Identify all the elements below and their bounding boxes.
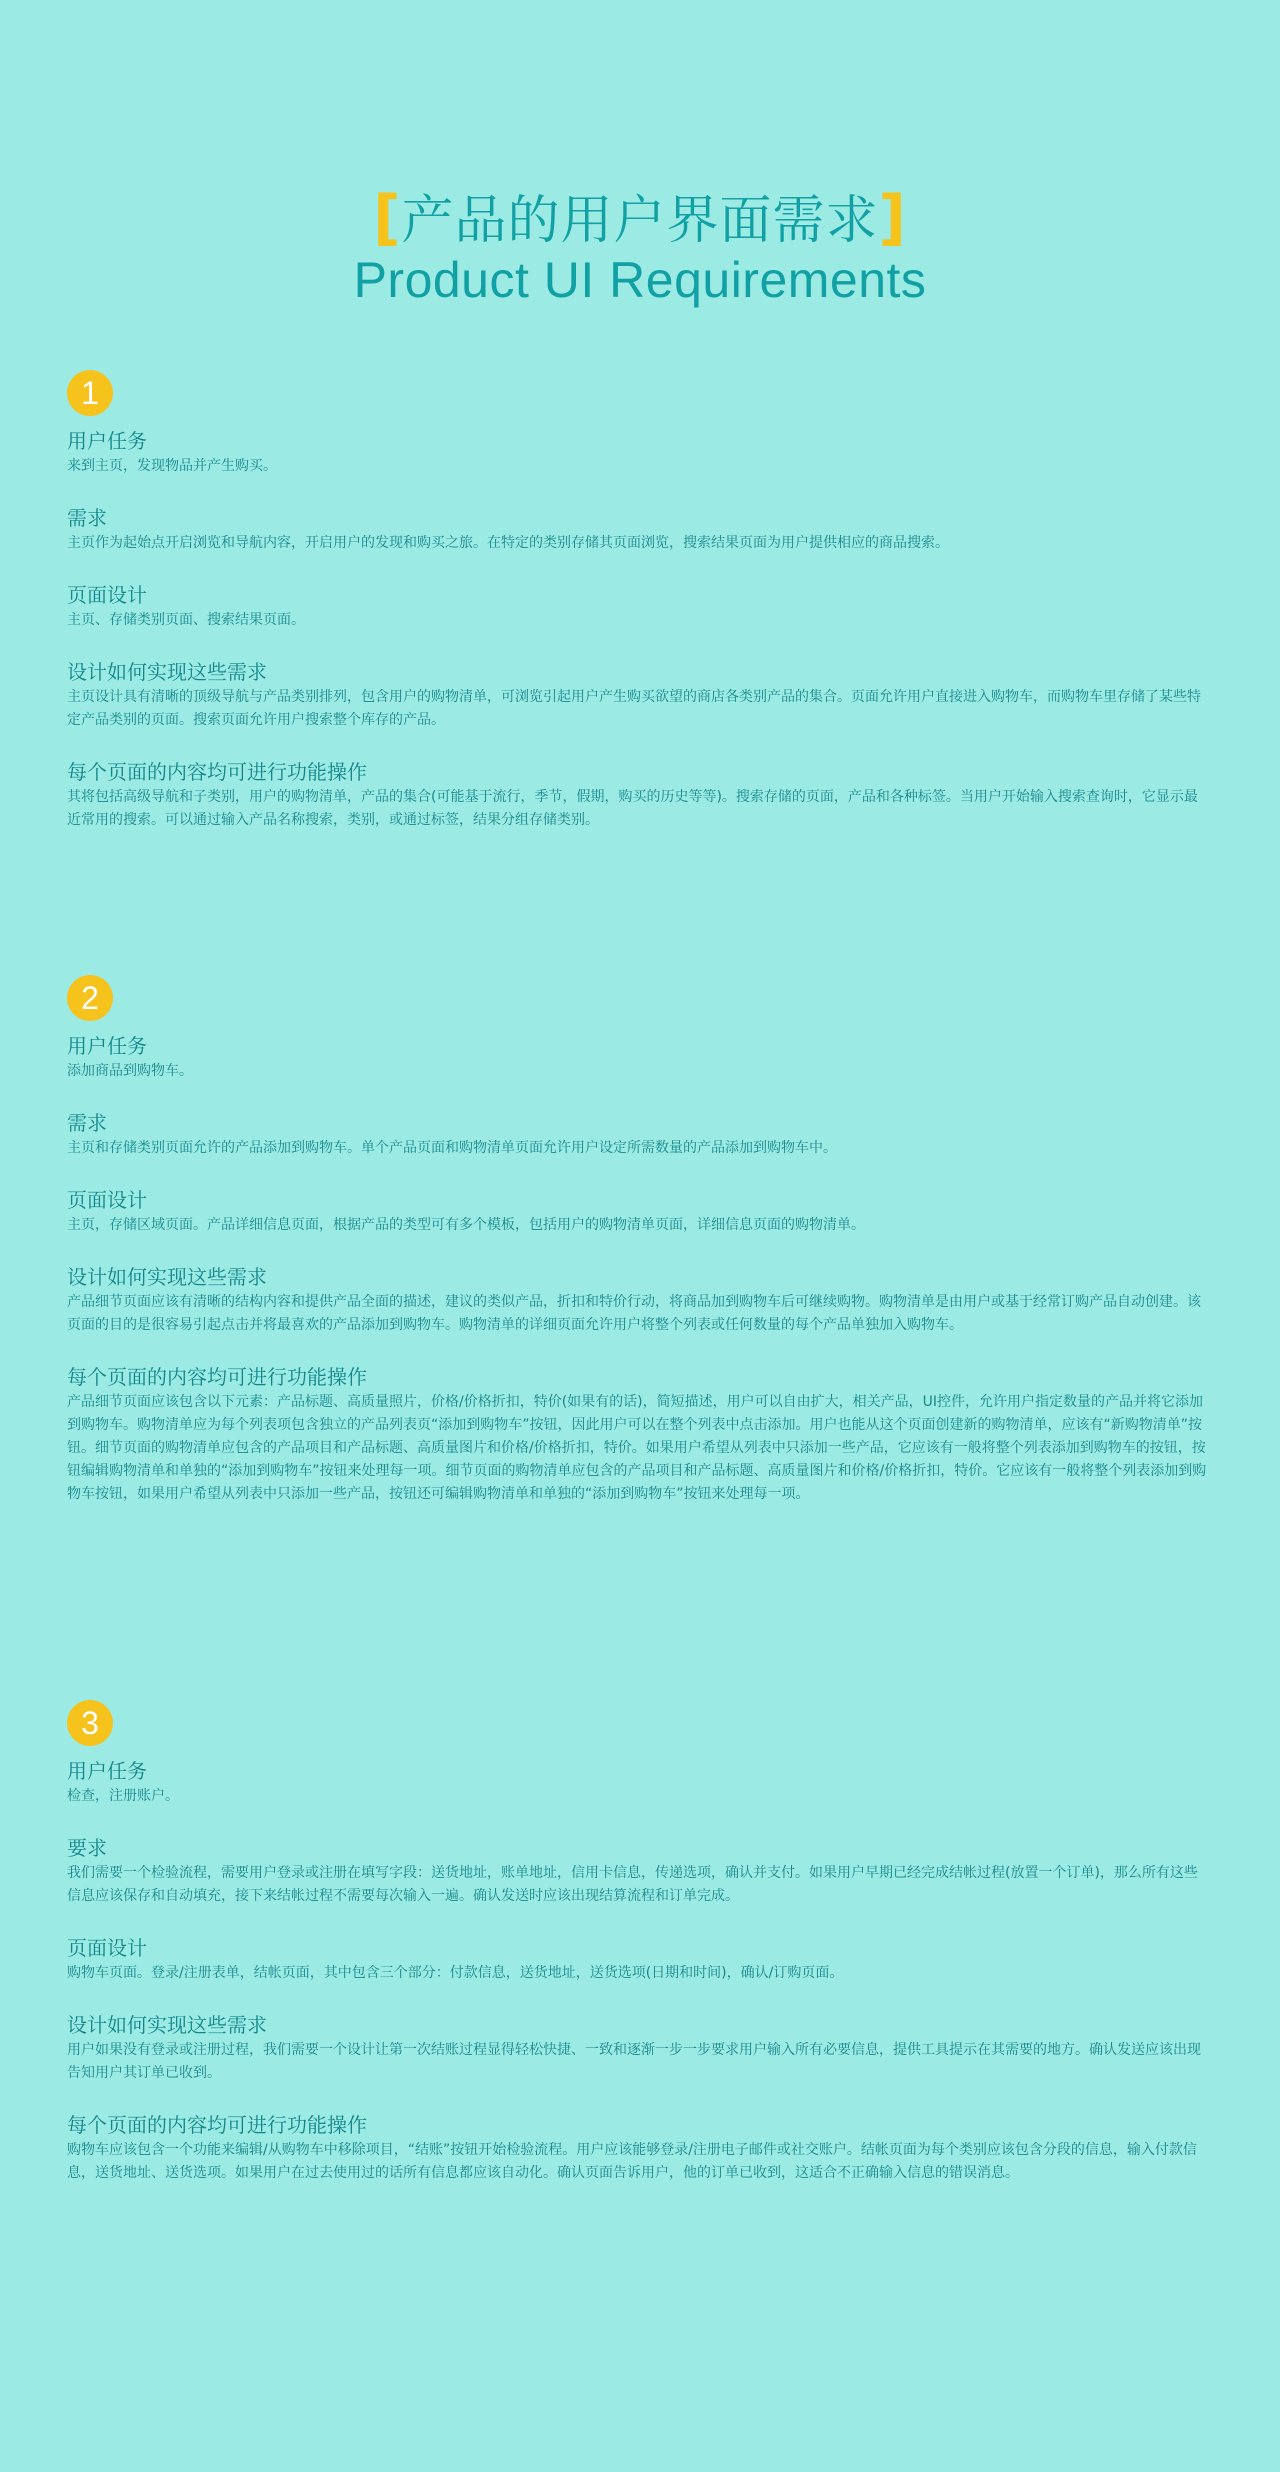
page-functions-block xyxy=(67,2111,1210,2185)
block-title: 用户任务 xyxy=(67,429,147,453)
page-title-english: Product UI Requirements xyxy=(353,252,927,308)
requirement-section-3 xyxy=(67,1700,1210,2211)
block-body: 其将包括高级导航和子类别，用户的购物清单，产品的集合(可能基于流行，季节，假期，购买的历史等等)。搜索存储的页面，产品和各种标签。当用户开始输入搜索查询时，它显示最近常用的搜索。可以通过输入产品名称搜索，类别，或通过标签，结果分组存储类别。 xyxy=(67,789,1198,828)
block-body: 检查，注册账户。 xyxy=(67,1788,179,1804)
block-title: 页面设计 xyxy=(67,583,147,607)
requirement-section-2 xyxy=(67,975,1210,1532)
page-functions-block xyxy=(67,758,1210,832)
design-approach-block xyxy=(67,658,1210,732)
block-body: 我们需要一个检验流程，需要用户登录或注册在填写字段：送货地址，账单地址，信用卡信息，传递选项，确认并支付。如果用户早期已经完成结帐过程(放置一个订单)，那么所有这些信息应该保存和自动填充，接下来结帐过程不需要每次输入一遍。确认发送时应该出现结算流程和订单完成。 xyxy=(67,1865,1198,1904)
block-body: 产品细节页面应该包含以下元素：产品标题、高质量照片，价格/价格折扣，特价(如果有的话)，简短描述，用户可以自由扩大，相关产品，UI控件，允许用户指定数量的产品并将它添加到购物车。购物清单应为每个列表项包含独立的产品列表页“添加到购物车”按钮，因此用户可以在整个列表中点击添加。用户也能从这个页面创建新的购物清单，应该有“新购物清单”按钮。细节页面的购物清单应包含的产品项目和产品标题、高质量图片和价格/价格折扣，特价。如果用户希望从列表中只添加一些产品，它应该有一般将整个列表添加到购物车的按钮，按钮编辑购物清单和单独的“添加到购物车”按钮来处理每一项。细节页面的购物清单应包含的产品项目和产品标题、高质量图片和价格/价格折扣，特价。它应该有一般将整个列表添加到购物车按钮，如果用户希望从列表中只添加一些产品，按钮还可编辑购物清单和单独的“添加到购物车”按钮来处理每一项。 xyxy=(67,1394,1207,1502)
block-body: 购物车应该包含一个功能来编辑/从购物车中移除项目，“结账”按钮开始检验流程。用户应该能够登录/注册电子邮件或社交账户。结帐页面为每个类别应该包含分段的信息，输入付款信息，送货地址、送货选项。如果用户在过去使用过的话所有信息都应该自动化。确认页面告诉用户，他的订单已收到，这适合不正确输入信息的错误消息。 xyxy=(67,2142,1197,2181)
block-title: 用户任务 xyxy=(67,1759,147,1783)
block-body: 主页、存储类别页面、搜索结果页面。 xyxy=(67,612,305,628)
block-title: 设计如何实现这些需求 xyxy=(67,2013,267,2037)
design-approach-block xyxy=(67,2011,1210,2085)
block-title: 设计如何实现这些需求 xyxy=(67,1265,267,1289)
block-body: 主页作为起始点开启浏览和导航内容，开启用户的发现和购买之旅。在特定的类别存储其页面浏览，搜索结果页面为用户提供相应的商品搜索。 xyxy=(67,535,949,551)
bracket-left: [ xyxy=(373,183,402,253)
user-task-block xyxy=(67,1757,1210,1808)
section-number-badge: 3 xyxy=(67,1700,113,1746)
page-design-block xyxy=(67,1934,1210,1985)
requirement-block xyxy=(67,1834,1210,1908)
block-body: 产品细节页面应该有清晰的结构内容和提供产品全面的描述，建议的类似产品，折扣和特价行动，将商品加到购物车后可继续购物。购物清单是由用户或基于经常订购产品自动创建。该页面的目的是很容易引起点击并将最喜欢的产品添加到购物车。购物清单的详细页面允许用户将整个列表或任何数量的每个产品单独加入购物车。 xyxy=(67,1294,1201,1333)
block-title: 页面设计 xyxy=(67,1188,147,1212)
block-body: 购物车页面。登录/注册表单，结帐页面，其中包含三个部分：付款信息，送货地址，送货选项(日期和时间)，确认/订购页面。 xyxy=(67,1965,844,1981)
section-number-badge: 2 xyxy=(67,975,113,1021)
block-title: 设计如何实现这些需求 xyxy=(67,660,267,684)
user-task-block xyxy=(67,1032,1210,1083)
bracket-right: ] xyxy=(878,183,907,253)
requirement-block xyxy=(67,504,1210,555)
page-header xyxy=(0,183,1280,308)
block-title: 每个页面的内容均可进行功能操作 xyxy=(67,1365,367,1389)
user-task-block xyxy=(67,427,1210,478)
block-body: 用户如果没有登录或注册过程，我们需要一个设计让第一次结账过程显得轻松快捷、一致和逐渐一步一步要求用户输入所有必要信息，提供工具提示在其需要的地方。确认发送应该出现告知用户其订单已收到。 xyxy=(67,2042,1201,2081)
requirement-section-1 xyxy=(67,370,1210,858)
block-title: 用户任务 xyxy=(67,1034,147,1058)
design-approach-block xyxy=(67,1263,1210,1337)
block-body: 主页设计具有清晰的顶级导航与产品类别排列，包含用户的购物清单，可浏览引起用户产生购买欲望的商店各类别产品的集合。页面允许用户直接进入购物车，而购物车里存储了某些特定产品类别的页面。搜索页面允许用户搜索整个库存的产品。 xyxy=(67,689,1201,728)
block-title: 每个页面的内容均可进行功能操作 xyxy=(67,2113,367,2137)
block-title: 页面设计 xyxy=(67,1936,147,1960)
block-body: 添加商品到购物车。 xyxy=(67,1063,193,1079)
page-design-block xyxy=(67,581,1210,632)
page-design-block xyxy=(67,1186,1210,1237)
page-title-chinese xyxy=(0,183,1280,256)
section-number-badge: 1 xyxy=(67,370,113,416)
title-cn-text: 产品的用户界面需求 xyxy=(401,191,879,251)
block-title: 每个页面的内容均可进行功能操作 xyxy=(67,760,367,784)
block-title: 需求 xyxy=(67,1111,107,1135)
block-body: 主页，存储区域页面。产品详细信息页面，根据产品的类型可有多个模板，包括用户的购物清单页面，详细信息页面的购物清单。 xyxy=(67,1217,865,1233)
block-title: 要求 xyxy=(67,1836,107,1860)
requirement-block xyxy=(67,1109,1210,1160)
page-functions-block xyxy=(67,1363,1210,1506)
block-body: 主页和存储类别页面允许的产品添加到购物车。单个产品页面和购物清单页面允许用户设定所需数量的产品添加到购物车中。 xyxy=(67,1140,837,1156)
block-body: 来到主页，发现物品并产生购买。 xyxy=(67,458,277,474)
block-title: 需求 xyxy=(67,506,107,530)
